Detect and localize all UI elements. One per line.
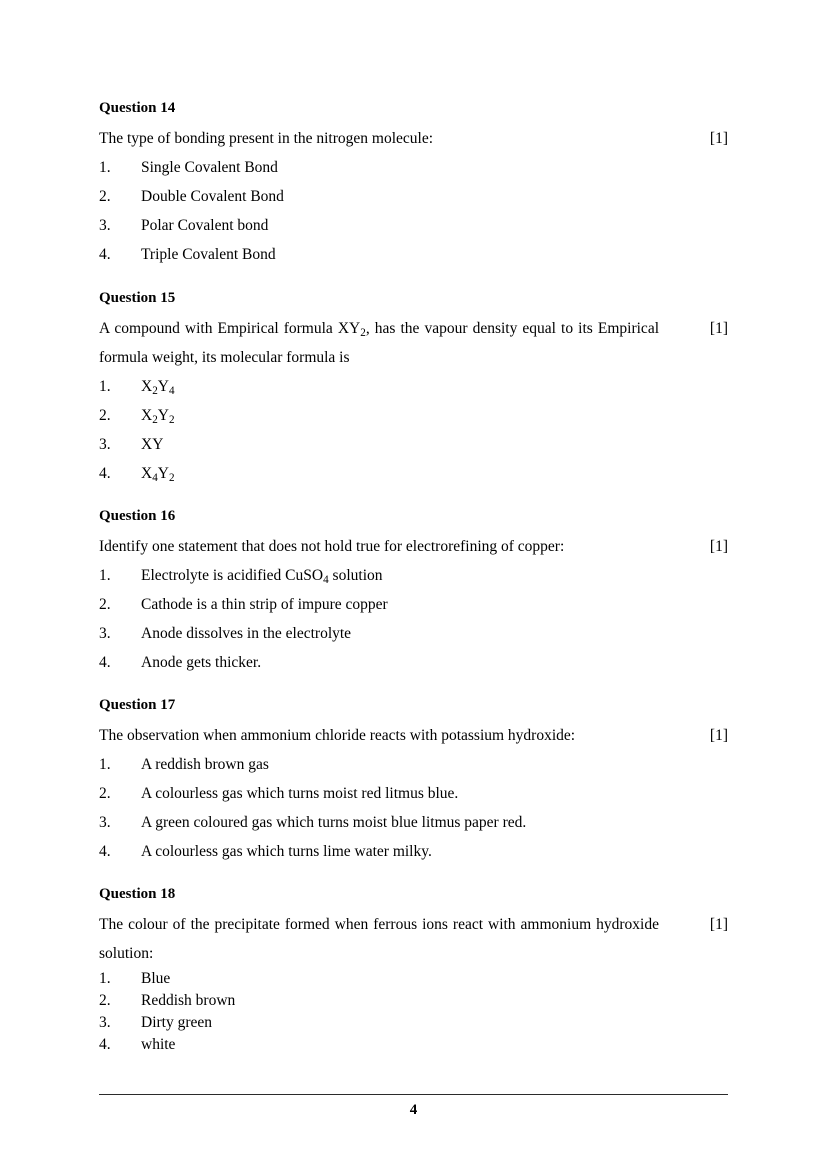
option-label: Blue: [141, 970, 171, 987]
question-block-17: [99, 698, 728, 866]
question-heading: Question 14: [99, 100, 176, 116]
question-heading: Question 15: [99, 290, 176, 306]
option-number: 3.: [99, 814, 111, 831]
question-stem-row: [99, 910, 728, 968]
option-number: 3.: [99, 217, 111, 234]
question-stem: The colour of the precipitate formed when ferrous ions react with ammonium hydroxide solution:: [99, 916, 659, 962]
options-list: [99, 750, 728, 866]
option-label: A colourless gas which turns moist red litmus blue.: [141, 785, 459, 802]
document-page: [99, 0, 728, 1169]
option-number: 2.: [99, 407, 111, 424]
option-number: 4.: [99, 465, 111, 482]
marks-badge: [1]: [709, 916, 728, 933]
option-item[interactable]: [99, 779, 728, 808]
option-number: 4.: [99, 246, 111, 263]
spacer: [99, 306, 728, 314]
option-label: Reddish brown: [141, 992, 236, 1009]
option-number: 1.: [99, 567, 111, 584]
option-item[interactable]: [99, 990, 728, 1012]
spacer: [99, 902, 728, 910]
option-label: $X_2Y_2$: [141, 407, 175, 426]
option-item[interactable]: [99, 808, 728, 837]
option-label: Triple Covalent Bond: [141, 246, 276, 263]
option-number: 2.: [99, 596, 111, 613]
option-item[interactable]: [99, 182, 728, 211]
option-number: 2.: [99, 188, 111, 205]
option-number: 4.: [99, 1036, 111, 1053]
question-stem: The observation when ammonium chloride reacts with potassium hydroxide:: [99, 727, 576, 744]
options-list: [99, 153, 728, 269]
option-item[interactable]: [99, 459, 728, 488]
option-number: 1.: [99, 970, 111, 987]
option-item[interactable]: [99, 561, 728, 590]
option-label: A reddish brown gas: [141, 756, 269, 773]
option-label: Anode dissolves in the electrolyte: [141, 625, 352, 642]
marks-badge: [1]: [709, 538, 728, 555]
question-stem: Identify one statement that does not hold true for electrorefining of copper:: [99, 538, 565, 555]
question-block-18: [99, 887, 728, 1056]
option-label: Electrolyte is acidified CuSO$_4$ solution: [141, 567, 383, 586]
option-item[interactable]: [99, 750, 728, 779]
question-heading: Question 18: [99, 886, 176, 902]
option-item[interactable]: [99, 430, 728, 459]
option-number: 1.: [99, 378, 111, 395]
question-heading: Question 16: [99, 508, 176, 524]
options-list: [99, 372, 728, 488]
option-number: 3.: [99, 1014, 111, 1031]
option-label: A colourless gas which turns lime water milky.: [141, 843, 432, 860]
marks-badge: [1]: [709, 727, 728, 744]
option-number: 1.: [99, 159, 111, 176]
option-item[interactable]: [99, 837, 728, 866]
option-item[interactable]: [99, 590, 728, 619]
option-item[interactable]: [99, 211, 728, 240]
options-list: [99, 968, 728, 1056]
question-stem-row: [99, 721, 728, 750]
option-number: 4.: [99, 843, 111, 860]
option-item[interactable]: [99, 619, 728, 648]
option-item[interactable]: [99, 1012, 728, 1034]
option-label: $X_2Y_4$: [141, 378, 175, 397]
options-list: [99, 561, 728, 677]
option-number: 2.: [99, 992, 111, 1009]
option-label: Single Covalent Bond: [141, 159, 278, 176]
question-stem: The type of bonding present in the nitrogen molecule:: [99, 130, 434, 147]
footer-divider: [99, 1094, 728, 1095]
option-label: $X_4Y_2$: [141, 465, 175, 484]
option-label: Anode gets thicker.: [141, 654, 262, 671]
option-item[interactable]: [99, 401, 728, 430]
option-label: XY: [141, 436, 164, 453]
page-number: 4: [409, 1102, 418, 1118]
question-block-15: [99, 291, 728, 488]
option-item[interactable]: [99, 372, 728, 401]
marks-badge: [1]: [709, 130, 728, 147]
spacer: [99, 524, 728, 532]
option-item[interactable]: [99, 240, 728, 269]
spacer: [99, 713, 728, 721]
question-stem-row: [99, 124, 728, 153]
page-footer: [99, 1094, 728, 1123]
option-label: Polar Covalent bond: [141, 217, 269, 234]
spacer: [99, 116, 728, 124]
option-label: Dirty green: [141, 1014, 213, 1031]
question-block-16: [99, 509, 728, 677]
question-stem: A compound with Empirical formula $XY_2$, has the vapour density equal to its Empirical formula weight, its molecular formula is: [99, 320, 660, 366]
option-number: 3.: [99, 436, 111, 453]
option-number: 3.: [99, 625, 111, 642]
option-item[interactable]: [99, 968, 728, 990]
option-label: Cathode is a thin strip of impure copper: [141, 596, 388, 613]
question-block-14: [99, 101, 728, 269]
marks-badge: [1]: [709, 320, 728, 337]
question-stem-row: [99, 532, 728, 561]
option-label: Double Covalent Bond: [141, 188, 284, 205]
option-number: 2.: [99, 785, 111, 802]
option-item[interactable]: [99, 1034, 728, 1056]
question-stem-row: [99, 314, 728, 372]
question-heading: Question 17: [99, 697, 176, 713]
option-number: 4.: [99, 654, 111, 671]
option-item[interactable]: [99, 153, 728, 182]
option-item[interactable]: [99, 648, 728, 677]
option-label: A green coloured gas which turns moist blue litmus paper red.: [141, 814, 527, 831]
option-number: 1.: [99, 756, 111, 773]
option-label: white: [141, 1036, 176, 1053]
